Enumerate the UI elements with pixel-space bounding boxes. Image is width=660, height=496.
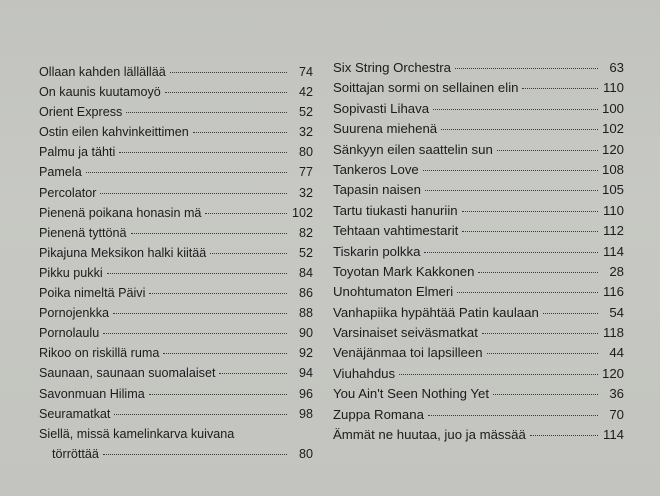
entry-page-number: 100 (601, 100, 624, 116)
dot-leader (193, 132, 287, 133)
dot-leader (131, 233, 287, 234)
entry-page-number: 102 (291, 205, 313, 220)
dot-leader (170, 72, 287, 73)
dot-leader (423, 170, 598, 171)
index-entry (39, 243, 313, 263)
dot-leader (114, 414, 287, 415)
entry-page-number: 114 (602, 243, 624, 259)
entry-title: Soittajan sormi on sellainen elin (333, 80, 519, 96)
index-entry (333, 78, 624, 98)
entry-title: Pikajuna Meksikon halki kiitää (39, 245, 207, 260)
dot-leader (441, 129, 598, 130)
entry-title: Tankeros Love (333, 161, 419, 177)
index-entry (39, 122, 313, 142)
entry-page-number: 28 (609, 263, 624, 279)
entry-page-number: 32 (298, 185, 313, 200)
index-entry (39, 303, 313, 323)
index-entry (333, 180, 624, 200)
index-entry (39, 223, 313, 243)
dot-leader (497, 150, 598, 151)
entry-title: Varsinaiset seiväsmatkat (333, 325, 478, 341)
index-entry (39, 343, 313, 363)
index-entry (333, 119, 624, 139)
entry-page-number: 92 (298, 346, 313, 361)
dot-leader (149, 394, 287, 395)
index-entry (39, 183, 313, 203)
dot-leader (103, 454, 287, 455)
entry-title: Viuhahdus (333, 365, 396, 381)
index-entry (333, 99, 624, 119)
entry-title: Poika nimeltä Päivi (39, 286, 146, 301)
index-entry (39, 82, 313, 102)
entry-title: Tartu tiukasti hanuriin (333, 202, 458, 218)
index-entry (333, 58, 624, 78)
entry-title: On kaunis kuutamoyö (39, 85, 161, 100)
dot-leader (455, 68, 598, 69)
index-entry (39, 404, 313, 424)
entry-title: Sänkyyn eilen saattelin sun (333, 141, 493, 157)
dot-leader (165, 92, 287, 93)
entry-page-number: 116 (602, 284, 624, 300)
entry-page-number: 110 (602, 80, 624, 96)
entry-title: Pamela (39, 165, 82, 180)
entry-page-number: 96 (298, 386, 313, 401)
index-entry (39, 162, 313, 182)
dot-leader (103, 333, 287, 334)
entry-title: Venäjänmaa toi lapsilleen (333, 345, 483, 361)
index-column-left (39, 62, 313, 464)
index-entry (39, 363, 313, 383)
dot-leader (462, 211, 598, 212)
dot-leader (219, 373, 287, 374)
dot-leader (493, 394, 598, 395)
entry-page-number: 90 (298, 326, 313, 341)
index-entry (333, 364, 624, 384)
index-entry (39, 142, 313, 162)
entry-page-number: 54 (609, 304, 624, 320)
entry-title: Palmu ja tähti (39, 145, 116, 160)
dot-leader (425, 190, 598, 191)
dot-leader (433, 109, 598, 110)
entry-title: You Ain't Seen Nothing Yet (333, 386, 490, 402)
entry-title: Savonmuan Hilima (39, 386, 145, 401)
entry-page-number: 84 (298, 265, 313, 280)
entry-title: Ämmät ne huutaa, juo ja mässää (333, 427, 526, 443)
dot-leader (478, 272, 598, 273)
entry-title: Zuppa Romana (333, 406, 424, 422)
dot-leader (482, 333, 598, 334)
entry-page-number: 102 (601, 121, 624, 137)
index-entry (333, 282, 624, 302)
entry-title: Ostin eilen kahvinkeittimen (39, 125, 189, 140)
entry-title: Unohtumaton Elmeri (333, 284, 454, 300)
entry-page-number: 98 (298, 406, 313, 421)
dot-leader (149, 293, 287, 294)
dot-leader (462, 231, 598, 232)
entry-title: Tapasin naisen (333, 182, 421, 198)
entry-title: Tiskarin polkka (333, 243, 421, 259)
entry-title: Vanhapiika hypähtää Patin kaulaan (333, 304, 539, 320)
entry-title: Pornolaulu (39, 326, 100, 341)
entry-title: Ollaan kahden lällällää (39, 65, 166, 79)
index-entry (39, 323, 313, 343)
index-entry (333, 242, 624, 262)
dot-leader (113, 313, 287, 314)
dot-leader (399, 374, 598, 375)
dot-leader (424, 252, 598, 253)
entry-title: Tehtaan vahtimestarit (333, 223, 459, 239)
entry-page-number: 105 (601, 182, 624, 198)
index-entry (333, 221, 624, 241)
dot-leader (163, 353, 287, 354)
entry-page-number: 112 (602, 223, 624, 239)
dot-leader (119, 152, 287, 153)
index-entry (333, 343, 624, 363)
entry-page-number: 88 (298, 306, 313, 321)
entry-title-line1: Siellä, missä kamelinkarva kuivana (39, 426, 235, 441)
entry-page-number: 110 (602, 202, 624, 218)
index-entry (333, 160, 624, 180)
entry-page-number: 52 (298, 245, 313, 260)
entry-page-number: 32 (298, 125, 313, 140)
entry-title: Six String Orchestra (333, 60, 451, 75)
index-entry (39, 203, 313, 223)
entry-page-number: 120 (601, 141, 624, 157)
entry-page-number: 77 (298, 165, 313, 180)
index-entry (39, 102, 313, 122)
index-entry (333, 323, 624, 343)
dot-leader (100, 193, 287, 194)
index-entry-wrapped (39, 424, 313, 444)
entry-title: Pikku pukki (39, 265, 103, 280)
dot-leader (205, 213, 287, 214)
index-entry (333, 140, 624, 160)
index-entry (333, 262, 624, 282)
dot-leader (543, 313, 598, 314)
entry-page-number: 94 (298, 366, 313, 381)
entry-page-number: 36 (609, 386, 624, 402)
entry-title: Pienenä tyttönä (39, 225, 127, 240)
dot-leader (487, 353, 598, 354)
entry-page-number: 63 (609, 60, 624, 75)
index-entry-wrapped-continued (39, 444, 313, 464)
entry-title: Pienenä poikana honasin mä (39, 205, 202, 220)
index-entry (333, 201, 624, 221)
entry-page-number: 44 (609, 345, 624, 361)
index-column-right (333, 58, 624, 445)
index-entry (39, 283, 313, 303)
entry-page-number: 80 (298, 446, 313, 461)
entry-page-number: 52 (298, 105, 313, 120)
entry-page-number: 74 (298, 65, 313, 79)
entry-page-number: 42 (298, 85, 313, 100)
entry-title: Suurena miehenä (333, 121, 438, 137)
index-entry (39, 62, 313, 82)
index-entry (333, 384, 624, 404)
entry-page-number: 108 (601, 161, 624, 177)
dot-leader (457, 292, 598, 293)
dot-leader (210, 253, 287, 254)
entry-title: Rikoo on riskillä ruma (39, 346, 160, 361)
index-entry (39, 263, 313, 283)
entry-page-number: 118 (602, 325, 624, 341)
right-entry-list (333, 58, 624, 445)
index-entry (333, 425, 624, 445)
entry-title: Sopivasti Lihava (333, 100, 430, 116)
entry-page-number: 120 (601, 365, 624, 381)
index-entry (39, 384, 313, 404)
entry-page-number: 86 (298, 286, 313, 301)
left-entry-list (39, 62, 313, 424)
entry-page-number: 80 (298, 145, 313, 160)
entry-page-number: 114 (602, 427, 624, 443)
dot-leader (522, 88, 598, 89)
dot-leader (126, 112, 287, 113)
entry-title: Saunaan, saunaan suomalaiset (39, 366, 216, 381)
entry-title: Seuramatkat (39, 406, 111, 421)
dot-leader (530, 435, 598, 436)
dot-leader (107, 273, 287, 274)
entry-title: Orient Express (39, 105, 123, 120)
entry-title: Percolator (39, 185, 97, 200)
entry-title: Pornojenkka (39, 306, 110, 321)
index-entry (333, 303, 624, 323)
index-entry (333, 405, 624, 425)
entry-page-number: 70 (609, 406, 624, 422)
dot-leader (428, 415, 598, 416)
entry-page-number: 82 (298, 225, 313, 240)
entry-title: Toyotan Mark Kakkonen (333, 263, 475, 279)
entry-title-line2: törröttää (52, 446, 99, 461)
dot-leader (86, 172, 287, 173)
